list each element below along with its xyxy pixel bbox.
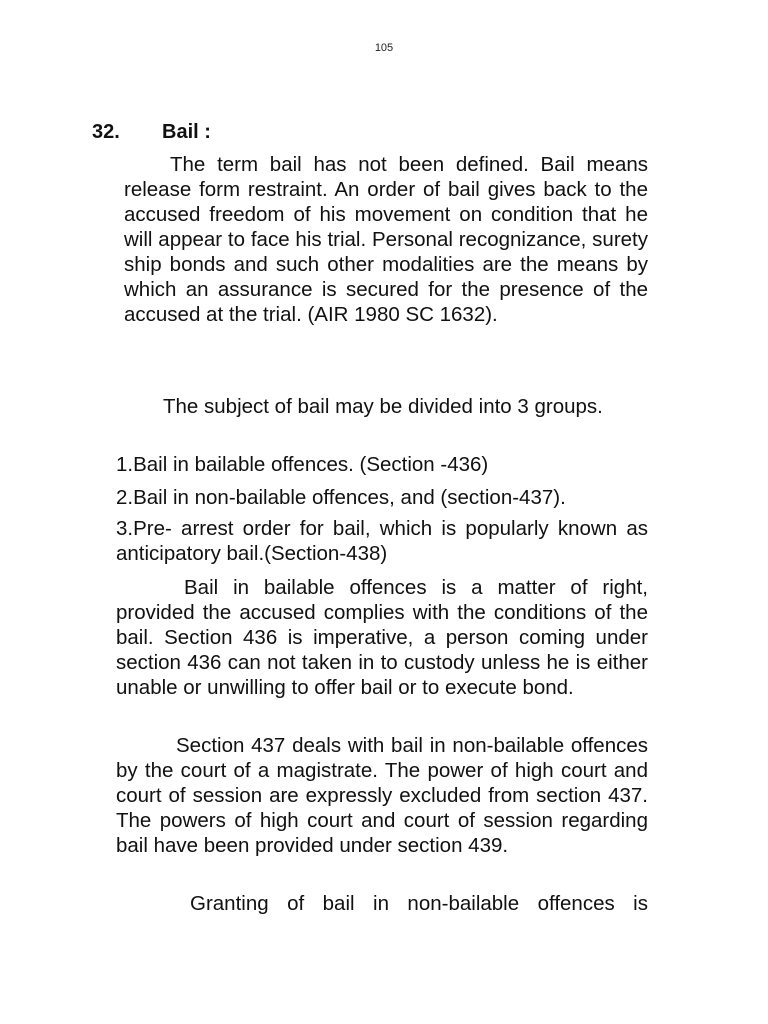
paragraph-bailable-offences: Bail in bailable offences is a matter of right, provided the accused complies with the conditions of the bail. Section 436 is imperative, a person coming under section 436 can not taken in to custody unless he is either unable or unwilling to offer bail or to execute bond. — [116, 576, 648, 699]
paragraph-granting-bail: Granting of bail in non-bailable offences is — [190, 892, 648, 915]
section-title: Bail : — [162, 121, 211, 143]
section-number: 32. — [92, 121, 120, 143]
paragraph-section-437: Section 437 deals with bail in non-bailable offences by the court of a magistrate. The power of high court and court of session are expressly excluded from section 437. The powers of high court and court of session regarding bail have been provided under section 439. — [116, 734, 648, 857]
list-item-anticipatory: 3.Pre- arrest order for bail, which is popularly known as anticipatory bail.(Section-438) — [116, 517, 648, 565]
page-number: 105 — [374, 42, 394, 54]
section-heading — [92, 121, 211, 144]
list-item-bailable: 1.Bail in bailable offences. (Section -436) — [116, 453, 489, 476]
list-item-non-bailable: 2.Bail in non-bailable offences, and (section-437). — [116, 486, 566, 509]
paragraph-bail-definition: The term bail has not been defined. Bail means release form restraint. An order of bail gives back to the accused freedom of his movement on condition that he will appear to face his trial. Personal recognizance, surety ship bonds and such other modalities are the means by which an assurance is secured for the presence of the accused at the trial. (AIR 1980 SC 1632). — [124, 153, 648, 326]
paragraph-subject-groups: The subject of bail may be divided into 3 groups. — [163, 395, 603, 418]
